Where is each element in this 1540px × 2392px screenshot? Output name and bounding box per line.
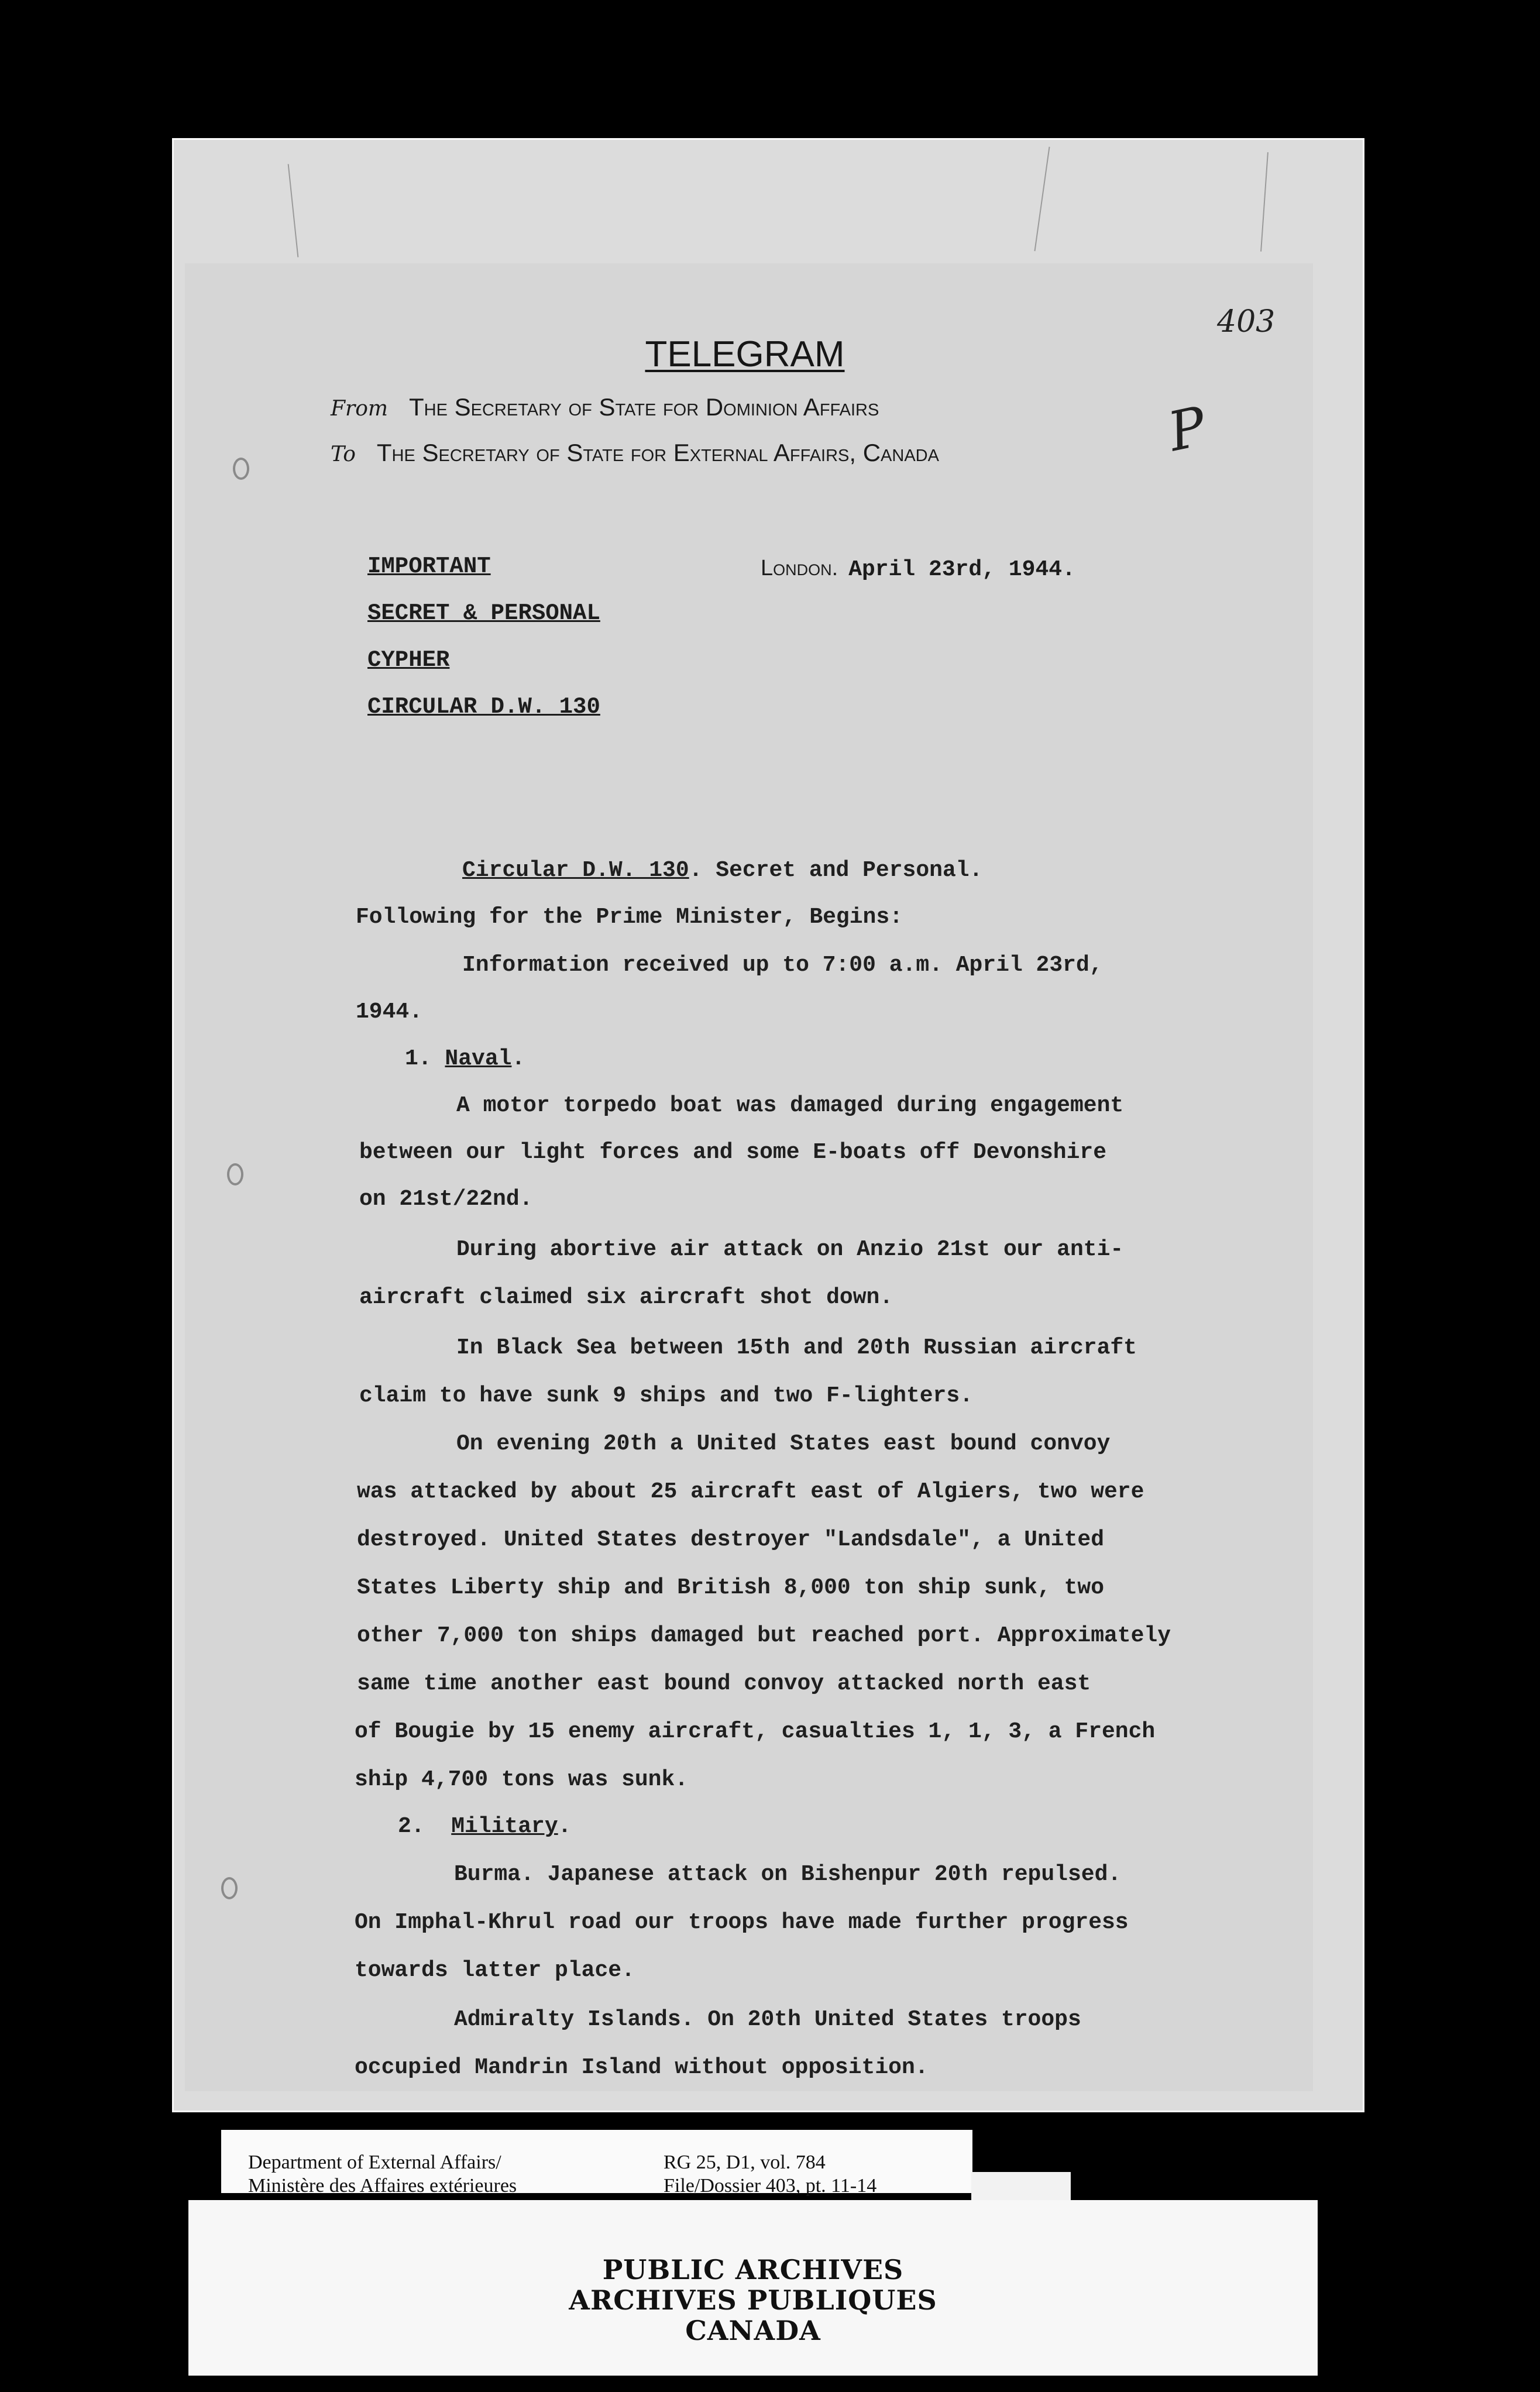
body-line: occupied Mandrin Island without opposition. [355, 2055, 929, 2080]
archive-ref-file: File/Dossier 403, pt. 11-14 [664, 2175, 877, 2197]
circular-ref: Circular D.W. 130 [462, 858, 689, 883]
classification-circular: CIRCULAR D.W. 130 [367, 694, 600, 720]
section-title: Military [451, 1814, 558, 1839]
telegram-title: TELEGRAM [645, 334, 845, 374]
stamp-line-country: CANADA [685, 2315, 821, 2346]
classification-important: IMPORTANT [367, 554, 491, 579]
body-line: Following for the Prime Minister, Begins: [356, 905, 903, 930]
date: April 23rd, 1944. [848, 557, 1075, 582]
body-line: Information received up to 7:00 a.m. April 23rd, [462, 953, 1103, 978]
archive-ref-volume: RG 25, D1, vol. 784 [664, 2152, 826, 2173]
punch-hole [227, 1163, 243, 1185]
handwritten-file-number: 403 [1217, 304, 1276, 339]
archive-dept-en: Department of External Affairs/ [248, 2152, 501, 2173]
body-line: In Black Sea between 15th and 20th Russian aircraft [456, 1335, 1137, 1360]
stamp-line-fr: ARCHIVES PUBLIQUES [569, 2284, 937, 2316]
from-line [331, 393, 879, 421]
classification-secret: SECRET & PERSONAL [367, 600, 600, 626]
from-text: The Secretary of State for Dominion Affairs [409, 393, 879, 421]
to-line [331, 439, 939, 467]
body-line: towards latter place. [355, 1958, 635, 1983]
body-line: A motor torpedo boat was damaged during engagement [456, 1093, 1124, 1118]
body-line: States Liberty ship and British 8,000 ton ship sunk, two [357, 1575, 1105, 1600]
punch-hole [221, 1877, 238, 1899]
classification-cypher: CYPHER [367, 647, 450, 673]
body-line: Burma. Japanese attack on Bishenpur 20th repulsed. [454, 1862, 1122, 1887]
body-line: Admiralty Islands. On 20th United States troops [454, 2007, 1081, 2032]
body-line: ship 4,700 tons was sunk. [355, 1767, 689, 1792]
body-line: Circular D.W. 130. Secret and Personal. [462, 858, 983, 883]
archive-dept-fr: Ministère des Affaires extérieures [248, 2175, 517, 2197]
section-title: Naval [445, 1046, 512, 1071]
body-line: 1944. [356, 999, 423, 1025]
body-line: was attacked by about 25 aircraft east of Algiers, two were [357, 1479, 1144, 1504]
body-line: same time another east bound convoy attacked north east [357, 1671, 1091, 1696]
section-heading: 2. Military. [398, 1814, 572, 1839]
body-line: on 21st/22nd. [359, 1187, 533, 1212]
place-date [761, 556, 1075, 582]
body-line: destroyed. United States destroyer "Landsdale", a United [357, 1527, 1105, 1552]
telegram-sheet [185, 263, 1313, 2091]
body-line: between our light forces and some E-boats off Devonshire [359, 1140, 1107, 1165]
place: London. [761, 556, 838, 580]
handwritten-initial: P [1163, 394, 1212, 464]
body-line: other 7,000 ton ships damaged but reached port. Approximately [357, 1623, 1171, 1648]
body-line: aircraft claimed six aircraft shot down. [359, 1285, 893, 1310]
body-line: of Bougie by 15 enemy aircraft, casualties 1, 1, 3, a French [355, 1719, 1156, 1744]
body-line: On Imphal-Khrul road our troops have made further progress [355, 1910, 1129, 1935]
body-line: On evening 20th a United States east bound convoy [456, 1431, 1111, 1456]
archives-stamp [188, 2200, 1318, 2376]
punch-hole [233, 458, 249, 480]
stamp-line-en: PUBLIC ARCHIVES [602, 2254, 904, 2286]
to-label: To [331, 442, 356, 466]
to-text: The Secretary of State for External Affairs, Canada [376, 439, 939, 466]
section-heading: 1. Naval. [405, 1046, 525, 1071]
from-label: From [331, 397, 388, 421]
body-line: claim to have sunk 9 ships and two F-lighters. [359, 1383, 973, 1408]
body-line: During abortive air attack on Anzio 21st our anti- [456, 1237, 1124, 1262]
